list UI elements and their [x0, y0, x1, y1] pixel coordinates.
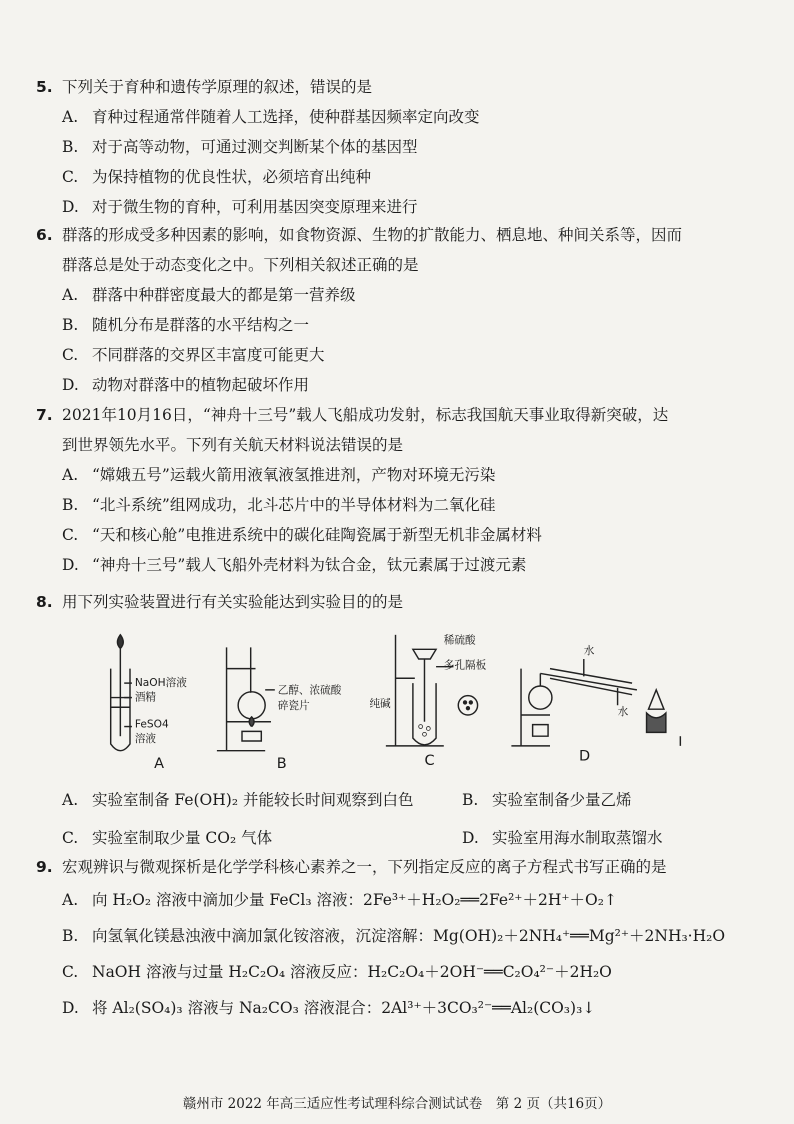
question-number: 5.: [36, 78, 53, 96]
option-b: B. 对于高等动物，可通过测交判断某个体的基因型: [62, 138, 418, 156]
option-b: B. “北斗系统”组网成功，北斗芯片中的半导体材料为二氧化硅: [62, 496, 496, 514]
label-feso4: FeSO4: [134, 717, 169, 731]
option-c: C. 实验室制取少量 CO₂ 气体: [62, 829, 273, 847]
caption-d: D: [578, 748, 591, 765]
option-b: B. 实验室制备少量乙烯: [462, 791, 632, 809]
option-a: A. 群落中种群密度最大的都是第一营养级: [62, 286, 356, 304]
question-9: [36, 852, 756, 1026]
question-stem-cont: 到世界领先水平。下列有关航天材料说法错误的是: [62, 436, 404, 454]
option-b: B. 随机分布是群落的水平结构之一: [62, 316, 310, 334]
question-stem-cont: 群落总是处于动态变化之中。下列相关叙述正确的是: [62, 256, 419, 274]
caption-b: B: [276, 756, 287, 770]
apparatus-c: [386, 635, 478, 746]
option-c: C. 为保持植物的优良性状，必须培育出纯种: [62, 168, 372, 186]
label-water-in: 水: [583, 644, 595, 658]
question-stem: 下列关于育种和遗传学原理的叙述，错误的是: [62, 78, 373, 96]
question-number: 7.: [36, 406, 53, 424]
option-d: D. “神舟十三号”载人飞船外壳材料为钛合金，钛元素属于过渡元素: [62, 556, 527, 574]
apparatus-b: [217, 647, 275, 750]
question-number: 8.: [36, 593, 53, 611]
option-c: C. “天和核心舱”电推进系统中的碳化硅陶瓷属于新型无机非金属材料: [62, 526, 542, 544]
question-5: [36, 72, 756, 222]
label-soda: 纯碱: [369, 697, 391, 711]
question-number: 6.: [36, 226, 53, 244]
label-solution: 溶液: [134, 732, 157, 745]
question-8: [36, 587, 756, 617]
apparatus-figures: [90, 630, 730, 770]
label-porous-plate: 多孔隔板: [443, 658, 487, 672]
option-a: A. 向 H₂O₂ 溶液中滴加少量 FeCl₃ 溶液：2Fe³⁺＋H₂O₂══2Fe²⁺＋2H⁺＋O₂↑: [62, 891, 617, 909]
option-c: C. NaOH 溶液与过量 H₂C₂O₄ 溶液反应：H₂C₂O₄＋2OH⁻══C₂O₄²⁻＋2H₂O: [62, 963, 612, 981]
option-d: D. 对于微生物的育种，可利用基因突变原理来进行: [62, 198, 418, 216]
question-stem: 用下列实验装置进行有关实验能达到实验目的的是: [62, 593, 404, 611]
page-footer: 赣州市 2022 年高三适应性考试理科综合测试试卷 第 2 页（共16页）: [182, 1096, 612, 1112]
question-stem: 2021年10月16日，“神舟十三号”载人飞船成功发射，标志我国航天事业取得新突破，达: [62, 406, 669, 424]
option-a: A. 实验室制备 Fe(OH)₂ 并能较长时间观察到白色: [62, 791, 414, 809]
option-c: C. 不同群落的交界区丰富度可能更大: [62, 346, 325, 364]
question-stem: 宏观辨识与微观探析是化学学科核心素养之一，下列指定反应的离子方程式书写正确的是: [62, 858, 667, 876]
label-water-out: 水: [617, 704, 629, 718]
apparatus-d: [511, 659, 680, 746]
question-6: [36, 220, 756, 400]
label-ethanol-h2so4: 乙醇、浓硫酸: [277, 683, 342, 697]
caption-a: A: [154, 756, 165, 770]
question-stem: 群落的形成受多种因素的影响，如食物资源、生物的扩散能力、栖息地、种间关系等，因而: [62, 226, 683, 244]
label-naoh: NaOH溶液: [134, 676, 187, 689]
option-a: A. 育种过程通常伴随着人工选择，使种群基因频率定向改变: [62, 108, 480, 126]
label-alcohol: 酒精: [134, 690, 157, 704]
apparatus-a: [111, 635, 132, 751]
question-number: 9.: [36, 858, 53, 876]
option-d: D. 实验室用海水制取蒸馏水: [462, 829, 663, 847]
option-a: A. “嫦娥五号”运载火箭用液氧液氢推进剂，产物对环境无污染: [62, 466, 496, 484]
option-d: D. 将 Al₂(SO₄)₃ 溶液与 Na₂CO₃ 溶液混合：2Al³⁺＋3CO₃²⁻══Al₂(CO₃)₃↓: [62, 999, 596, 1017]
question-7: [36, 400, 756, 580]
label-porcelain: 碎瓷片: [277, 699, 310, 713]
label-dilute-h2so4: 稀硫酸: [443, 633, 476, 647]
caption-c: C: [424, 753, 435, 770]
option-d: D. 动物对群落中的植物起破坏作用: [62, 376, 310, 394]
option-b: B. 向氢氧化镁悬浊液中滴加氯化铵溶液，沉淀溶解：Mg(OH)₂＋2NH₄⁺══Mg²⁺＋2NH₃·H₂O: [62, 927, 726, 945]
